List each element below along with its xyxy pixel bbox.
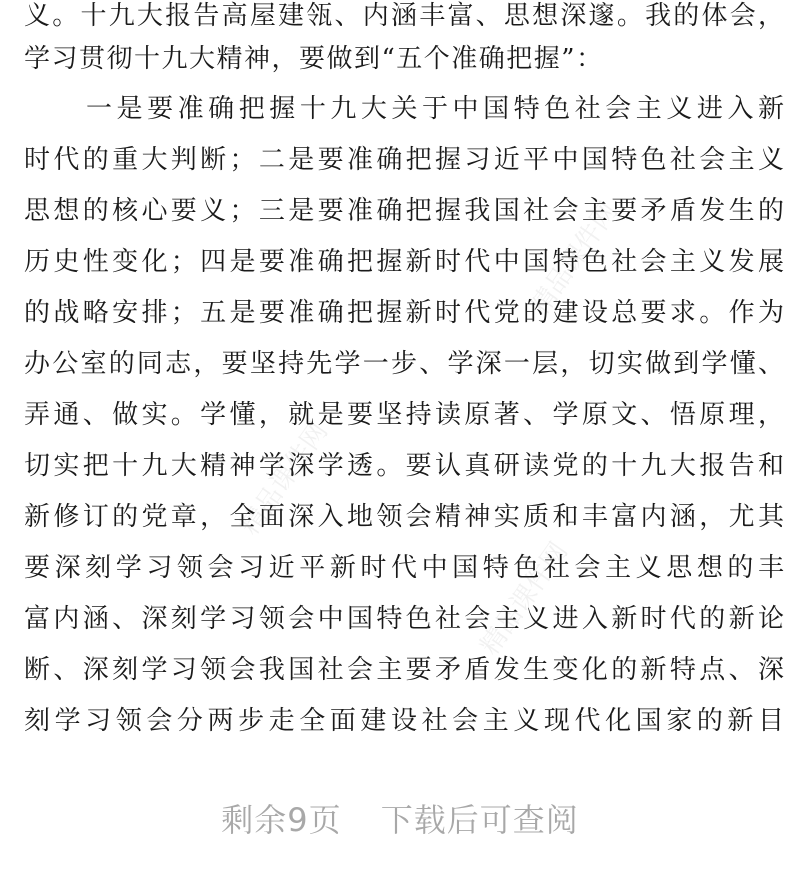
paragraph-line: 断、深刻学习领会我国社会主要矛盾发生变化的新特点、深: [24, 655, 784, 685]
paragraph-line: 新修订的党章，全面深入地领会精神实质和丰富内涵，尤其: [24, 502, 784, 532]
paragraph-line: 富内涵、深刻学习领会中国特色社会主义进入新时代的新论: [24, 604, 784, 634]
download-more-prompt[interactable]: [0, 790, 800, 850]
paragraph-line: 的战略安排；五是要准确把握新时代党的建设总要求。作为: [24, 298, 784, 328]
remaining-pages-label: 剩余9页: [221, 801, 342, 839]
paragraph-line: 切实把十九大精神学深学透。要认真研读党的十九大报告和: [24, 451, 784, 481]
paragraph-line: 办公室的同志，要坚持先学一步、学深一层，切实做到学懂、: [24, 349, 784, 379]
paragraph-line: 弄通、做实。学懂，就是要坚持读原著、学原文、悟原理，: [24, 400, 784, 430]
paragraph-line: 一是要准确把握十九大关于中国特色社会主义进入新: [86, 94, 784, 124]
paragraph-line: 时代的重大判断；二是要准确把握习近平中国特色社会主义: [24, 145, 784, 175]
watermark: 精品课件网: [474, 536, 575, 661]
paragraph-line: 义。十九大报告高屋建瓴、内涵丰富、思想深邃。我的体会，: [24, 1, 784, 31]
paragraph-line: 刻学习领会分两步走全面建设社会主义现代化国家的新目: [24, 706, 784, 736]
paragraph-line: 历史性变化；四是要准确把握新时代中国特色社会主义发展: [24, 247, 784, 277]
watermark: 精品课件网: [524, 196, 625, 321]
paragraph-line: 要深刻学习领会习近平新时代中国特色社会主义思想的丰: [24, 553, 784, 583]
paragraph-line: 学习贯彻十九大精神，要做到“五个准确把握”：: [24, 44, 604, 74]
download-hint-label: 下载后可查阅: [380, 801, 579, 839]
paragraph-line: 思想的核心要义；三是要准确把握我国社会主要矛盾发生的: [24, 196, 784, 226]
watermark: 精品课件网: [234, 416, 335, 541]
